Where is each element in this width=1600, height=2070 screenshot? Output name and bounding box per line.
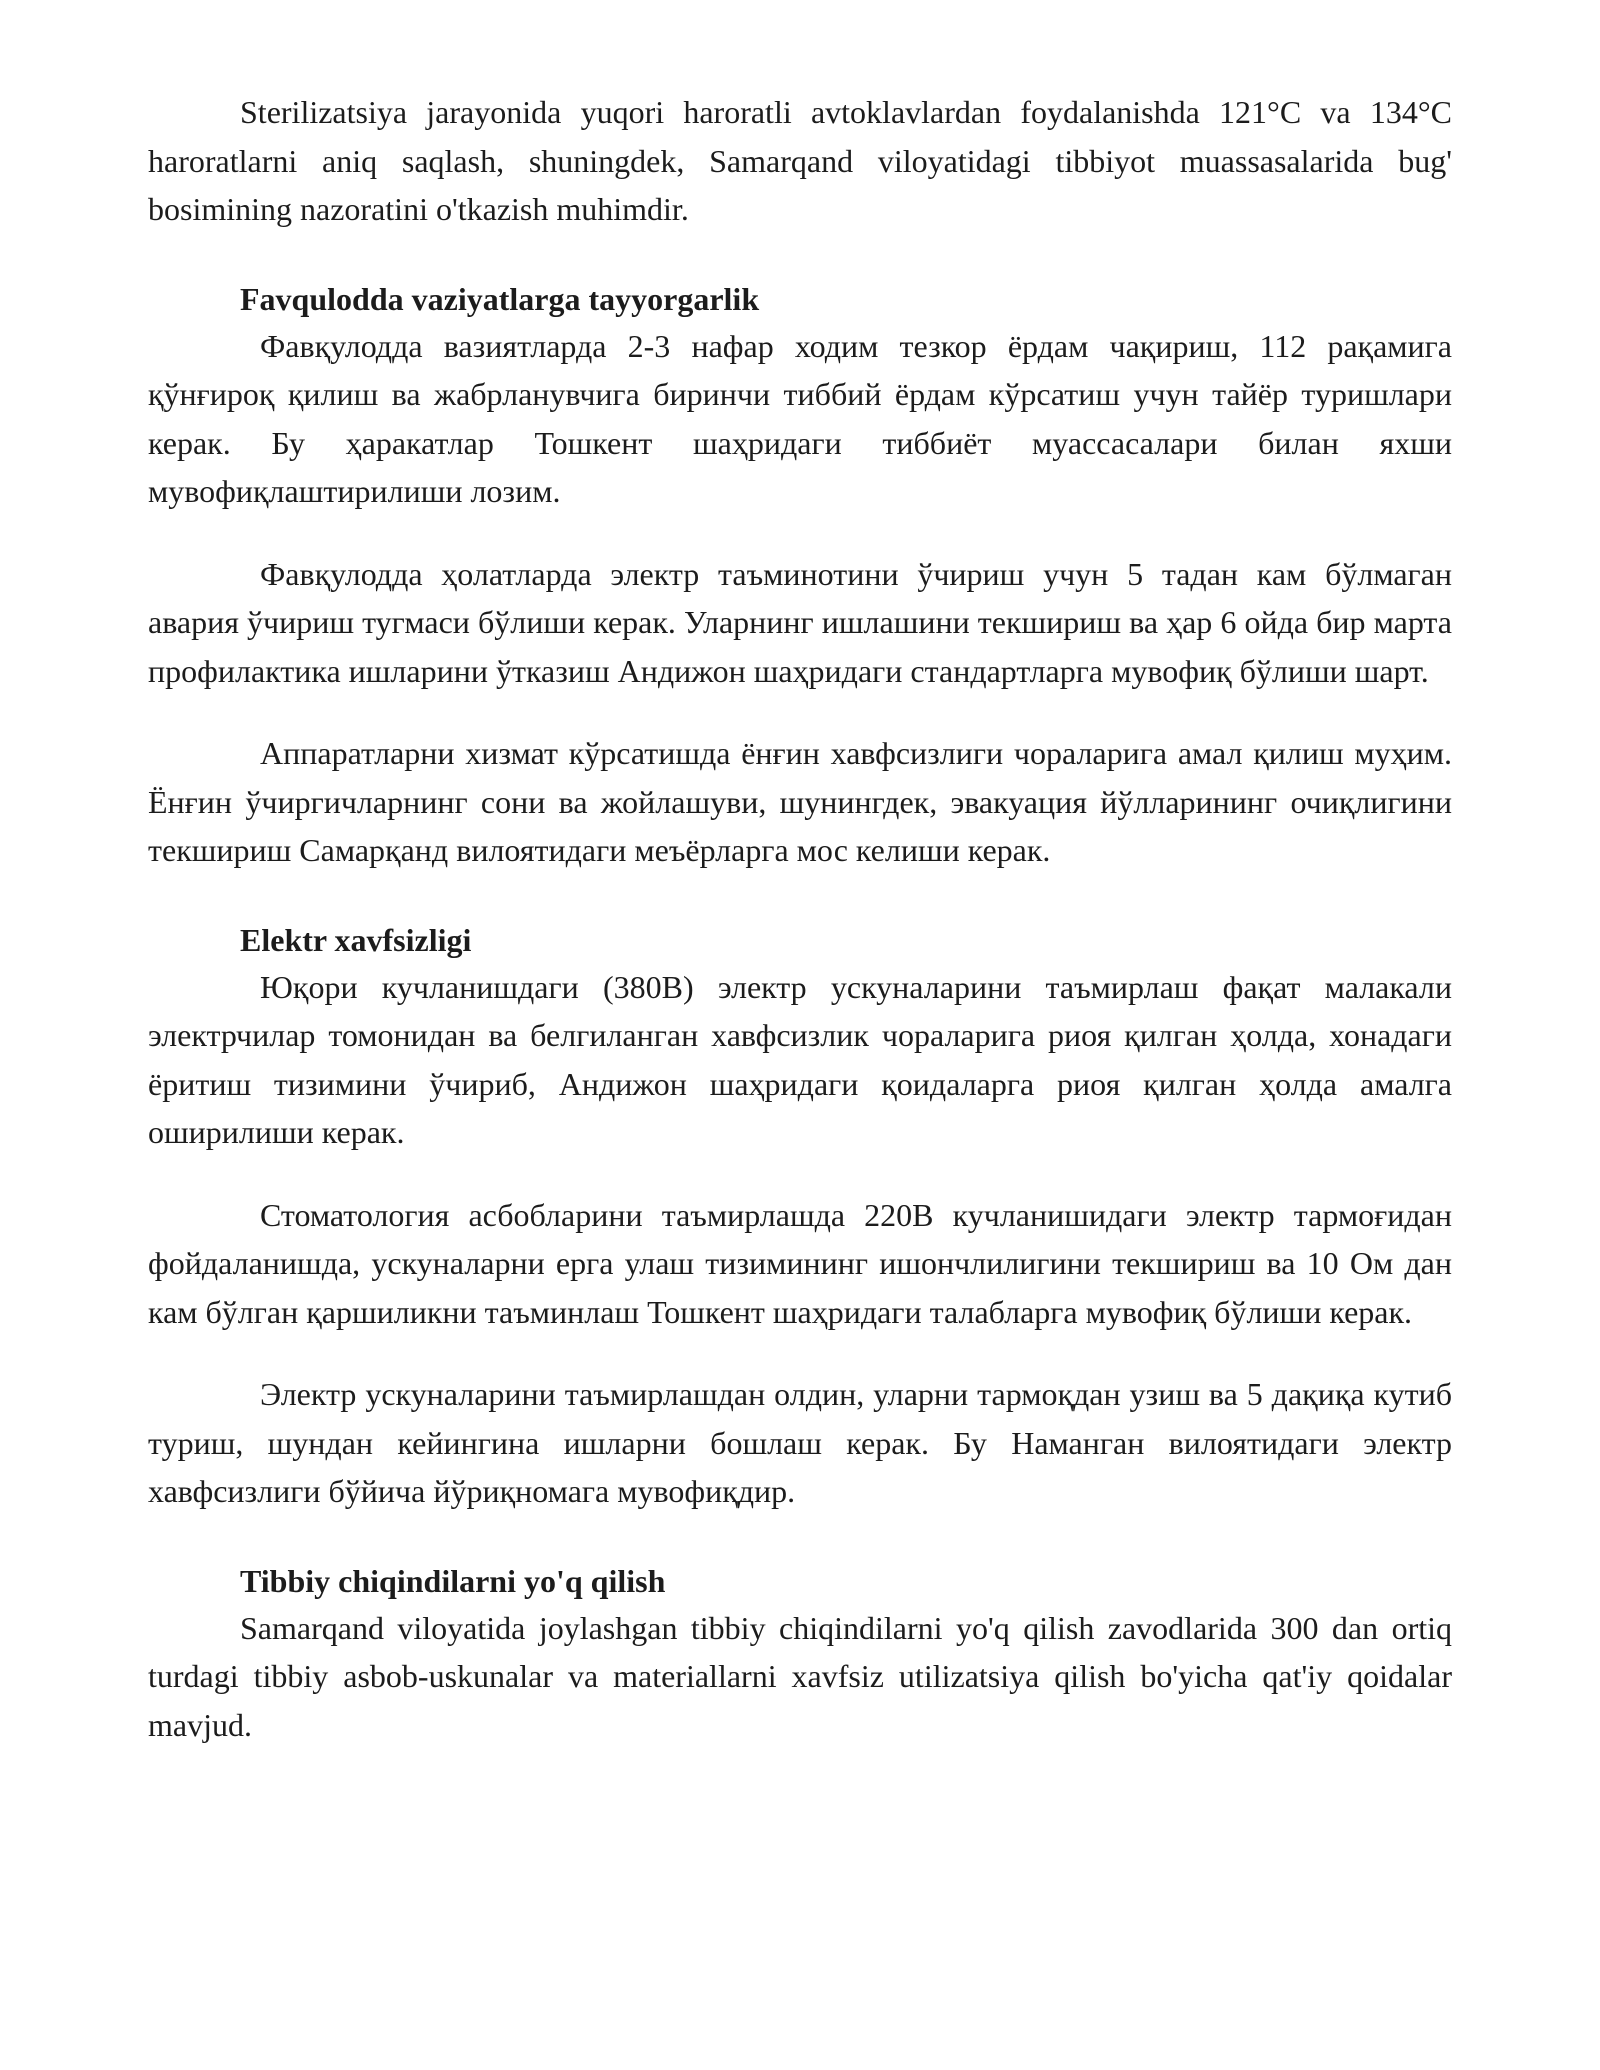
spacer [148,875,1452,917]
paragraph-waste-disposal: Samarqand viloyatida joylashgan tibbiy chiqindilarni yo'q qilish zavodlarida 300 dan ortiq turdagi tibbiy asbob-uskunalar va materiallarni xavfsiz utilizatsiya qilish bo'yicha qat'iy qoidalar mavjud. [148,1609,1452,1743]
spacer [148,1336,1452,1370]
heading-electrical-safety: Elektr xavfsizligi [240,921,472,958]
heading-medical-waste: Tibbiy chiqindilarni yo'q qilish [240,1562,666,1599]
paragraph-emergency-staff: Фавқулодда вазиятларда 2-3 нафар ходим тезкор ёрдам чақириш, 112 рақамига қўнғироқ қилиш ва жабрланувчига биринчи тиббий ёрдам кўрсатиш учун тайёр туришлари керак. Бу ҳаракатлар Тошкент шаҳридаги тиббиёт муассасалари билан яхши мувофиқлаштирилиши лозим. [148,327,1452,509]
paragraph-fire-safety: Аппаратларни хизмат кўрсатишда ёнғин хавфсизлиги чораларига амал қилиш муҳим. Ёнғин ўчиргичларнинг сони ва жойлашуви, шунингдек, эвакуация йўлларининг очиқлигини текшириш Самарқанд вилоятидаги меъёрларга мос келиши керак. [148,735,1452,868]
paragraph-disconnect: Электр ускуналарини таъмирлашдан олдин, уларни тармоқдан узиш ва 5 дақиқа кутиб туриш, шундан кейингина ишларни бошлаш керак. Бу Наманган вилоятидаги электр хавфсизлиги бўйича йўриқномага мувофиқдир. [148,1376,1452,1509]
paragraph-sterilization: Sterilizatsiya jarayonida yuqori haroratli avtoklavlardan foydalanishda 121°C va 134°C haroratlarni aniq saqlash, shuningdek, Samarqand viloyatidagi tibbiyot muassasalarida bug' bosimining nazoratini o'tkazish muhimdir. [148,94,1452,227]
spacer [148,1516,1452,1558]
paragraph-grounding: Стоматология асбобларини таъмирлашда 220В кучланишидаги электр тармоғидан фойдаланишда, ускуналарни ерга улаш тизимининг ишончлилигини текшириш ва 10 Ом дан кам бўлган қаршиликни таъминлаш Тошкент шаҳридаги талабларга мувофиқ бўлиши керак. [148,1196,1452,1330]
spacer [148,234,1452,276]
document-page [148,88,1452,1749]
spacer [148,695,1452,729]
paragraph-emergency-power: Фавқулодда ҳолатларда электр таъминотини ўчириш учун 5 тадан кам бўлмаган авария ўчириш тугмаси бўлиши керак. Уларнинг ишлашини текшириш ва ҳар 6 ойда бир марта профилактика ишларини ўтказиш Андижон шаҳридаги стандартларга мувофиқ бўлиши шарт. [148,555,1452,689]
spacer [148,516,1452,550]
heading-emergency-preparedness: Favqulodda vaziyatlarga tayyorgarlik [240,280,760,317]
paragraph-high-voltage: Юқори кучланишдаги (380В) электр ускуналарини таъмирлаш фақат малакали электрчилар томонидан ва белгиланган хавфсизлик чораларига риоя қилган ҳолда, хонадаги ёритиш тизимини ўчириб, Андижон шаҳридаги қоидаларга риоя қилган ҳолда амалга оширилиши керак. [148,968,1452,1150]
spacer [148,1157,1452,1191]
